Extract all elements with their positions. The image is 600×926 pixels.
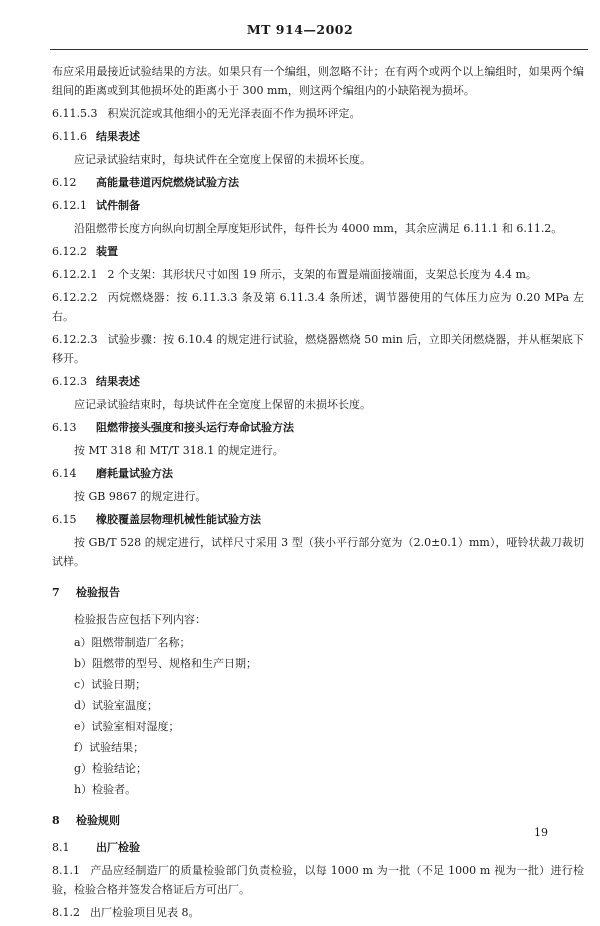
document-header: MT 914—2002 (246, 22, 354, 37)
list-item: f）试验结果； (74, 741, 145, 754)
clause-number: 8 (52, 814, 60, 827)
list-item: g）检验结论； (74, 762, 148, 775)
list-item: a）阻燃带制造厂名称； (74, 636, 191, 649)
clause-text: 试验步骤：按 6.10.4 的规定进行试验，燃烧器燃烧 50 min 后，立即关闭燃烧器，并从框架底下移开。 (52, 333, 584, 365)
paragraph: 应记录试验结束时，每块试件在全宽度上保留的未损坏长度。 (74, 398, 371, 411)
document-body (52, 62, 584, 926)
heading-text: 试件制备 (96, 199, 140, 212)
report-contents-list (52, 633, 584, 799)
page-number: 19 (534, 826, 548, 839)
clause-number: 6.14 (52, 467, 77, 480)
paragraph: 沿阻燃带长度方向纵向切割全厚度矩形试件，每件长为 4000 mm，其余应满足 6.11.1 和 6.11.2。 (74, 222, 563, 235)
heading-text: 装置 (96, 245, 118, 258)
clause (52, 104, 584, 123)
clause-text: 丙烷燃烧器：按 6.11.3.3 条及第 6.11.3.4 条所述，调节器使用的气体压力应为 0.20 MPa 左右。 (52, 291, 584, 323)
clause (52, 330, 584, 368)
clause (52, 288, 584, 326)
section-heading (52, 242, 584, 261)
clause-number: 6.12.2.3 (52, 333, 98, 346)
clause-number: 6.12.2 (52, 245, 87, 258)
clause-text: 2 个支架：其形状尺寸如图 19 所示，支架的布置是端面接端面，支架总长度为 4.4 m。 (107, 268, 537, 281)
chapter-heading (52, 583, 584, 602)
heading-text: 高能量巷道丙烷燃烧试验方法 (96, 176, 239, 189)
heading-text: 磨耗量试验方法 (96, 467, 173, 480)
heading-text: 检验规则 (76, 814, 120, 827)
section-heading (52, 127, 584, 146)
clause-number: 6.12 (52, 176, 77, 189)
clause-number: 8.1.2 (52, 906, 80, 919)
section-heading (52, 173, 584, 192)
clause-number: 8.1 (52, 841, 70, 854)
section-heading (52, 372, 584, 391)
clause (52, 265, 584, 284)
section-heading (52, 838, 584, 857)
heading-text: 橡胶覆盖层物理机械性能试验方法 (96, 513, 261, 526)
list-item: h）检验者。 (74, 783, 137, 796)
clause-number: 6.12.2.2 (52, 291, 98, 304)
paragraph: 布应采用最接近试验结果的方法。如果只有一个编组，则忽略不计；在有两个或两个以上编组时，如果两个编组间的距离或到其他损坏处的距离小于 300 mm，则这两个编组内的小缺陷视为损坏。 (52, 65, 584, 97)
list-item: e）试验室相对湿度； (74, 720, 180, 733)
chapter-heading (52, 811, 584, 830)
clause-text: 出厂检验项目见表 8。 (90, 906, 200, 919)
clause-number: 6.12.3 (52, 375, 87, 388)
list-item: c）试验日期； (74, 678, 147, 691)
paragraph: 按 MT 318 和 MT/T 318.1 的规定进行。 (74, 444, 284, 457)
heading-text: 结果表述 (96, 130, 140, 143)
paragraph: 检验报告应包括下列内容： (74, 613, 206, 626)
list-item: b）阻燃带的型号、规格和生产日期； (74, 657, 258, 670)
clause-number: 6.13 (52, 421, 77, 434)
clause-number: 6.15 (52, 513, 77, 526)
clause-text: 积炭沉淀或其他细小的无光泽表面不作为损坏评定。 (107, 107, 361, 120)
section-heading (52, 464, 584, 483)
list-item: d）试验室温度； (74, 699, 159, 712)
paragraph: 按 GB/T 528 的规定进行，试样尺寸采用 3 型（狭小平行部分宽为（2.0±0.1）mm），哑铃状裁刀裁切试样。 (52, 536, 584, 568)
clause-text: 产品应经制造厂的质量检验部门负责检验，以每 1000 m 为一批（不足 1000 m 视为一批）进行检验，检验合格并签发合格证后方可出厂。 (52, 864, 584, 896)
clause (52, 903, 584, 922)
paragraph: 应记录试验结束时，每块试件在全宽度上保留的未损坏长度。 (74, 153, 371, 166)
clause-number: 6.11.5.3 (52, 107, 98, 120)
clause-number: 6.12.1 (52, 199, 87, 212)
heading-text: 出厂检验 (96, 841, 140, 854)
section-heading (52, 510, 584, 529)
header-rule (50, 49, 588, 50)
clause-number: 6.11.6 (52, 130, 87, 143)
section-heading (52, 196, 584, 215)
clause-number: 6.12.2.1 (52, 268, 98, 281)
heading-text: 检验报告 (76, 586, 120, 599)
heading-text: 阻燃带接头强度和接头运行寿命试验方法 (96, 421, 294, 434)
heading-text: 结果表述 (96, 375, 140, 388)
paragraph: 按 GB 9867 的规定进行。 (74, 490, 207, 503)
section-heading (52, 418, 584, 437)
clause-number: 8.1.1 (52, 864, 80, 877)
clause-number: 7 (52, 586, 60, 599)
clause (52, 861, 584, 899)
